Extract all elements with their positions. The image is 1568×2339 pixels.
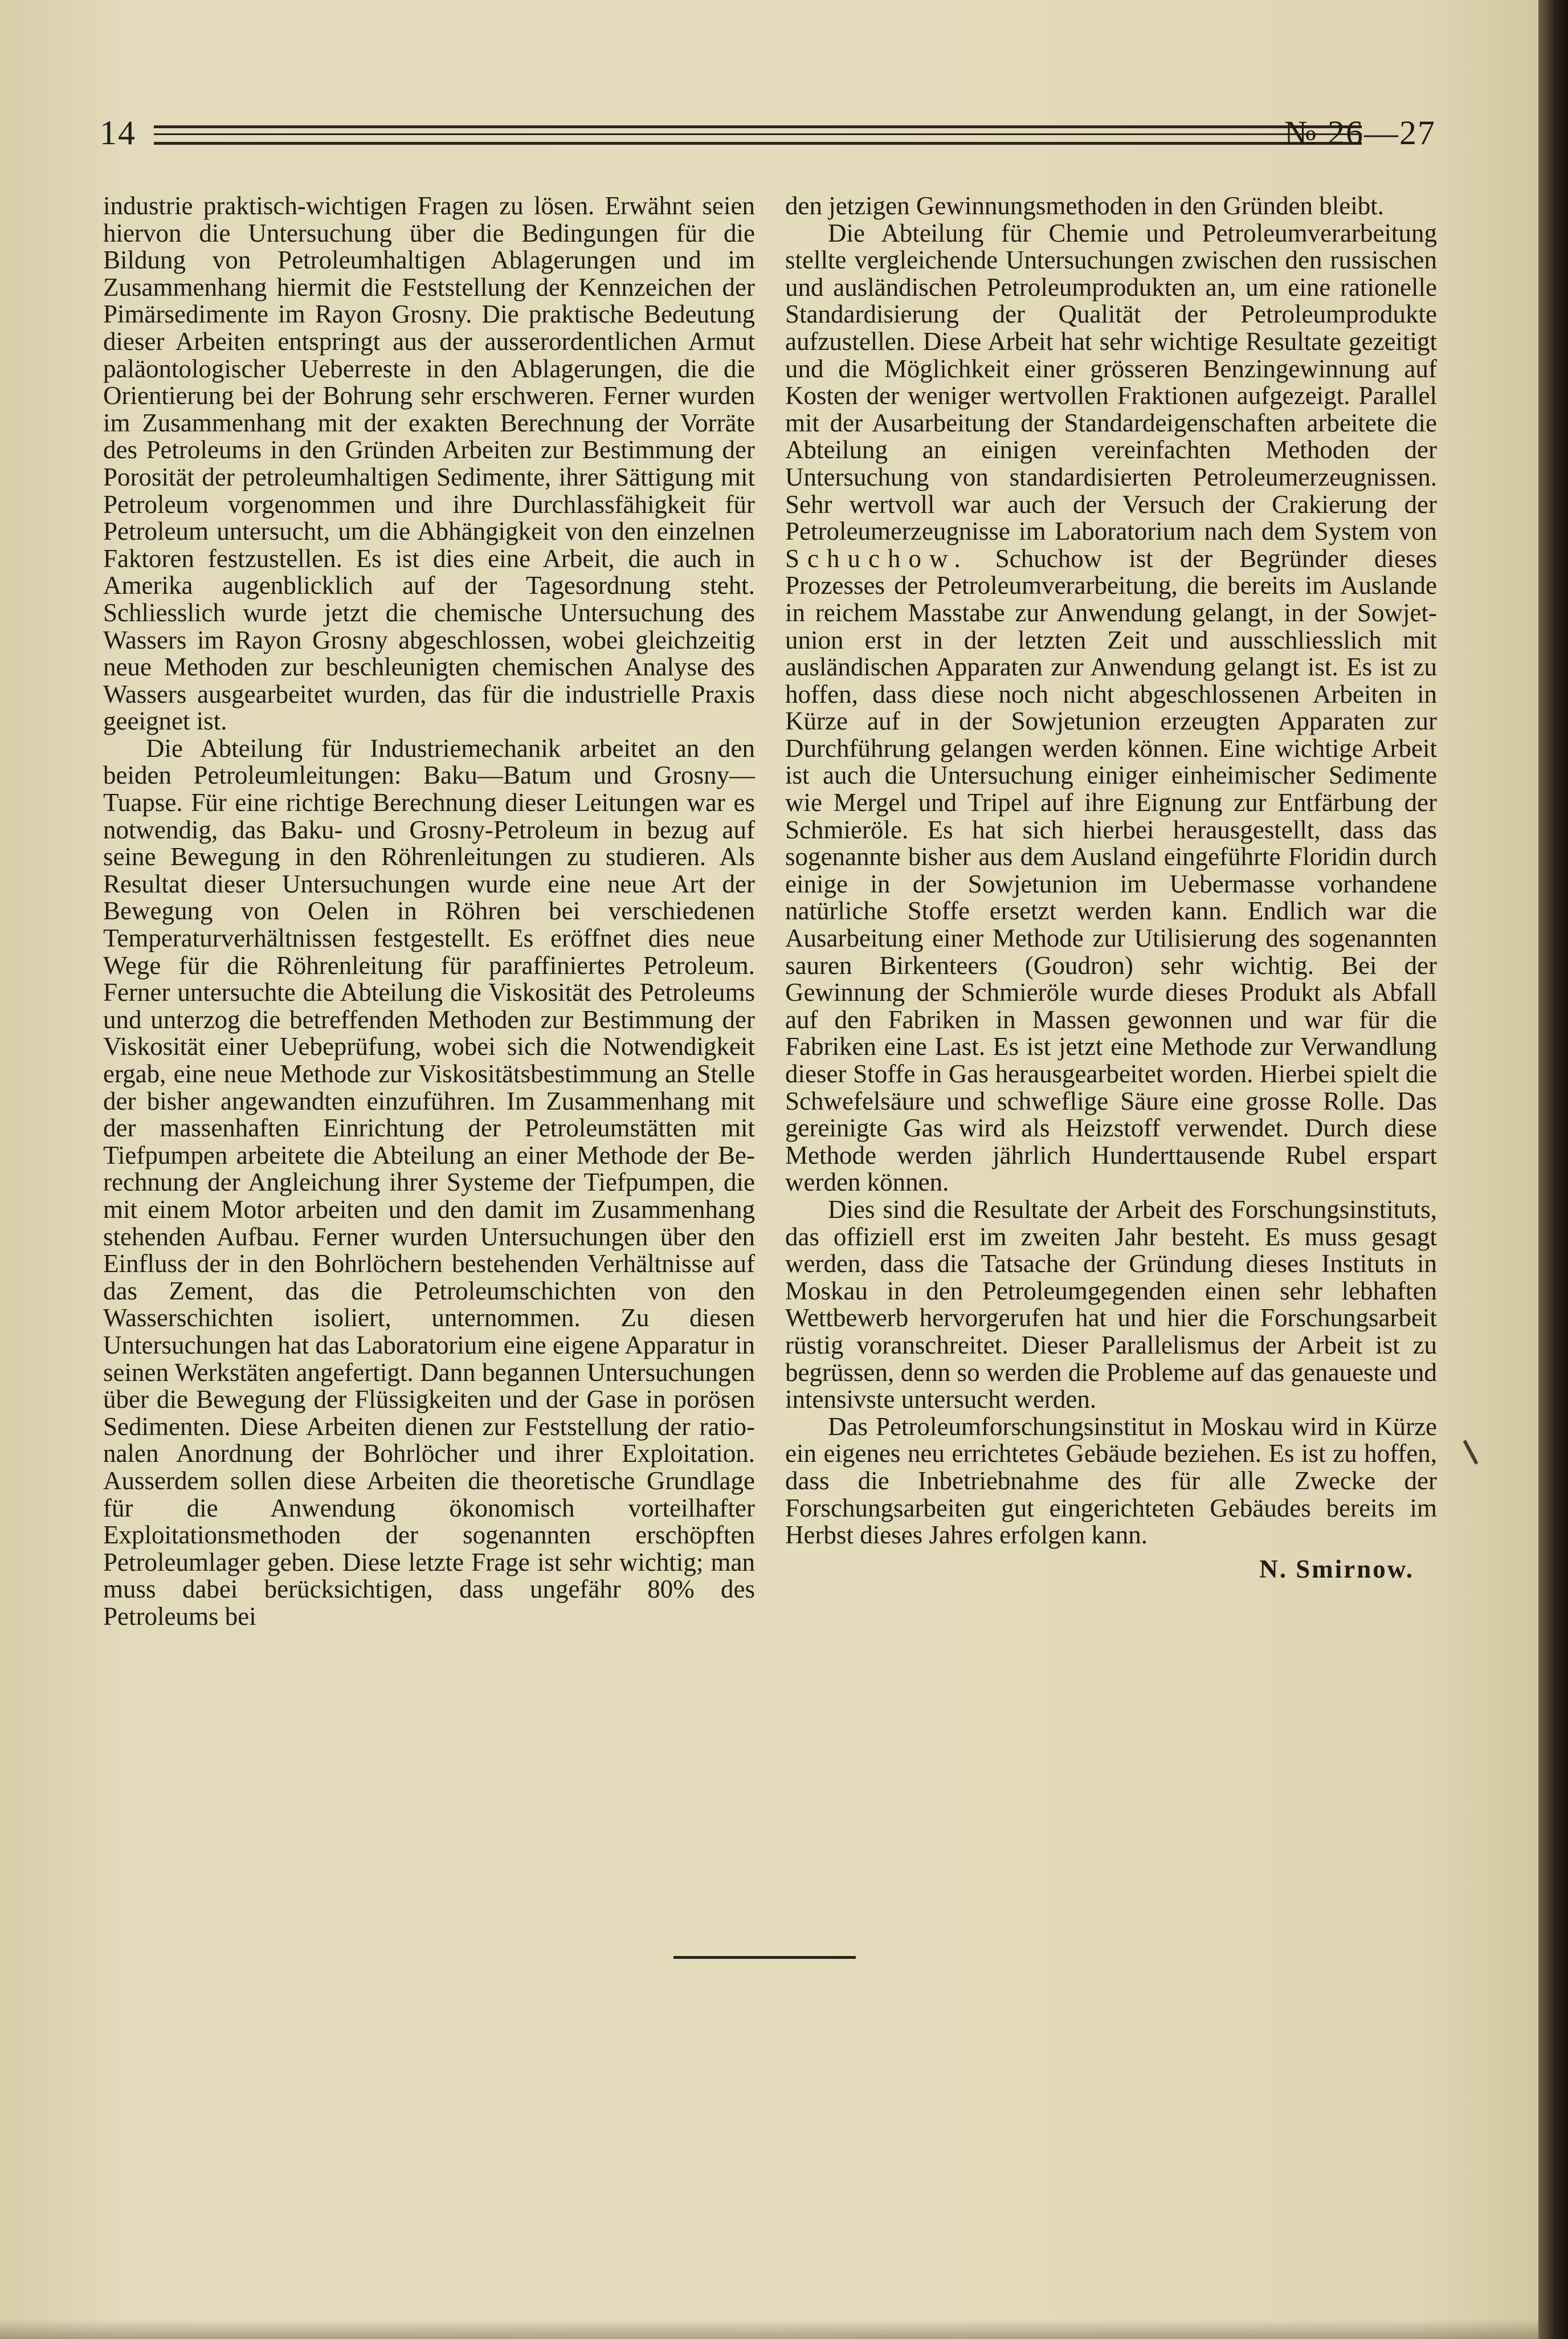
right-column [785,193,1437,1583]
right-paragraph-2 [785,220,1437,1196]
header-rule [154,125,1362,145]
page-number: 14 [100,114,136,152]
right-paragraph-1: den jetzigen Gewinnungsmethoden in den Gründen bleibt. [785,191,1384,220]
book-spine-shadow [1538,0,1568,2339]
left-paragraph-1: industrie praktisch-wichtigen Fragen zu lösen. Erwähnt seien hiervon die Untersuchung über die Bedingungen für die Bildung von Petroleumhaltigen Ablagerungen und im Zusammenhang hiermit die Feststellung der Kennzeichen der Pimärsedimente im Rayon Grosny. Die praktische Bedeutung dieser Arbeiten entspringt aus der ausserordentlichen Armut paläontologischer Ueberreste in den Ablagerungen, die die Orientierung bei der Bohrung sehr erschweren. Ferner wurden im Zusammenhang mit der exakten Berechnung der Vorräte des Petroleums in den Gründen Arbeiten zur Bestimmung der Porosität der petroleumhaltigen Sedimente, ihrer Sättigung mit Petroleum vorgenommen und ihre Durchlassfähigkeit für Petroleum untersucht, um die Abhängigkeit von den einzelnen Faktoren festzustellen. Es ist dies eine Arbeit, die auch in Amerika augenblicklich auf der Tagesordnung steht. Schliesslich wurde jetzt die chemische Untersuchung des Wassers im Rayon Grosny abgeschlossen, wobei gleichzeitig neue Methoden zur beschleunigten chemischen Analyse des Wassers ausgearbeitet wurden, das für die industrielle Praxis geeignet ist. [103,191,755,736]
left-paragraph-2: Die Abteilung für Industriemechanik arbeitet an den beiden Petroleumleitungen: Baku—Batum und Grosny—Tuapse. Für eine richtige Berechnung dieser Leitungen war es notwendig, das Baku- und Grosny-Petroleum in bezug auf seine Bewegung in den Röhrenleitungen zu studieren. Als Resultat dieser Untersuchungen wurde eine neue Art der Bewegung von Oelen in Röhren bei verschiedenen Temperaturverhältnissen festgestellt. Es eröffnet dies neue Wege für die Röhrenleitung für paraffiniertes Petroleum. Ferner untersuchte die Abteilung die Viskosität des Petroleums und unterzog die betreffenden Methoden zur Bestimmung der Viskosität einer Uebeprüfung, wobei sich die Notwendigkeit ergab, eine neue Methode zur Viskositätsbestimmung an Stelle der bisher angewandten einzuführen. Im Zusammenhang mit der massenhaften Einrichtung der Petroleumstätten mit Tiefpumpen arbeitete die Abteilung an einer Methode der Berechnung der Angleichung ihrer Systeme der Tiefpumpen, die mit einem Motor arbeiten und den damit im Zusammenhang stehenden Aufbau. Ferner wurden Untersuchungen über den Einfluss der in den Bohrlöchern bestehenden Verhältnisse auf das Zement, das die Petroleumschichten von den Wasserschichten isoliert, unternommen. Zu diesen Untersuchungen hat das Laboratorium eine eigene Apparatur in seinen Werkstäten angefertigt. Dann begannen Untersuchungen über die Bewegung der Flüssigkeiten und der Gase in porösen Sedimenten. Diese Arbeiten dienen zur Feststellung der rationalen Anordnung der Bohrlöcher und ihrer Exploitation. Ausserdem sollen diese Arbeiten die theoretische Grundlage für die Anwendung ökonomisch vorteilhafter Exploitationsmethoden der sogenannten erschöpften Petroleumlager geben. Diese letzte Frage ist sehr wichtig; man muss dabei berücksichtigen, dass ungefähr 80% des Petroleums bei [103,734,755,1631]
author-signature: N. Smirnow. [1259,1554,1414,1583]
page-header [100,108,1436,160]
right-paragraph-3: Dies sind die Resultate der Arbeit des Forschungsinstituts, das offiziell erst im zweiten Jahr besteht. Es muss gesagt werden, dass die Tatsache der Gründung dieses Instituts in Moskau in den Petroleumgegenden einen sehr lebhaften Wettbewerb hervorgerufen hat und hier die Forschungsarbeit rüstig voranschreitet. Dieser Parallelismus der Arbeit ist zu begrüssen, denn so werden die Probleme auf das genaueste und intensivste untersucht werden. [785,1195,1437,1414]
left-column [103,193,755,1630]
right-paragraph-4: Das Petroleumforschungsinstitut in Moskau wird in Kürze ein eigenes neu errichtetes Gebäude beziehen. Es ist zu hoffen, dass die Inbetriebnahme des für alle Zwecke der Forschungsarbeiten gut eingerichteten Gebäudes bereits im Herbst dieses Jahres erfolgen kann. [785,1412,1437,1550]
page-bottom-shadow [0,2320,1538,2339]
issue-number: № 26—27 [1284,114,1436,152]
article-end-rule [673,1956,856,1959]
spaced-name-schuchow: Schuchow. [785,544,969,573]
right-paragraph-2-text-b: Schuchow ist der Begründer dieses Prozesses der Petroleumverarbeitung, die bereits im Auslande in reichem Masstabe zur Anwendung gelangt, in der Sowjetunion erst in der letzten Zeit und ausschliesslich mit ausländischen Apparaten zur Anwendung gelangt ist. Es ist zu hoffen, dass diese noch nicht abgeschlossenen Arbeiten in Kürze auf in der Sowjetunion erzeugten Apparaten zur Durchführung gelangen werden können. Eine wichtige Arbeit ist auch die Untersuchung einiger einheimischer Sedimente wie Mergel und Tripel auf ihre Eignung zur Entfärbung der Schmieröle. Es hat sich hierbei herausgestellt, dass das sogenannte bisher aus dem Ausland eingeführte Floridin durch einige in der Sowjetunion im Uebermasse vorhandene natürliche Stoffe ersetzt werden kann. Endlich war die Ausarbeitung einer Methode zur Utilisierung des sogenannten sauren Birkenteers (Goudron) sehr wichtig. Bei der Gewinnung der Schmieröle wurde dieses Produkt als Abfall auf den Fabriken in Massen gewonnen und war für die Fabriken eine Last. Es ist jetzt eine Methode zur Verwandlung dieser Stoffe in Gas herausgearbeitet worden. Hierbei spielt die Schwefelsäure und schweflige Säure eine grosse Rolle. Das gereinigte Gas wird als Heizstoff verwendet. Durch diese Methode werden jährlich Hunderttausende Rubel erspart werden können. [785,544,1437,1197]
right-paragraph-2-text-a: Die Abteilung für Chemie und Petroleumverarbeitung stellte vergleichende Untersuchungen zwischen den russischen und ausländischen Petroleumprodukten an, um eine rationelle Standardisierung der Qualität der Petroleumprodukte aufzustellen. Diese Arbeit hat sehr wichtige Resultate gezeitigt und die Möglichkeit einer grösseren Benzingewinnung auf Kosten der weniger wertvollen Fraktionen aufgezeigt. Parallel mit der Ausarbeitung der Standardeigenschaften arbeitete die Abteilung an einigen vereinfachten Methoden der Untersuchung von standardisierten Petroleumerzeugnissen. Sehr wertvoll war auch der Versuch der Crakierung der Petroleumerzeugnisse im Laboratorium nach dem System von [785,218,1437,546]
